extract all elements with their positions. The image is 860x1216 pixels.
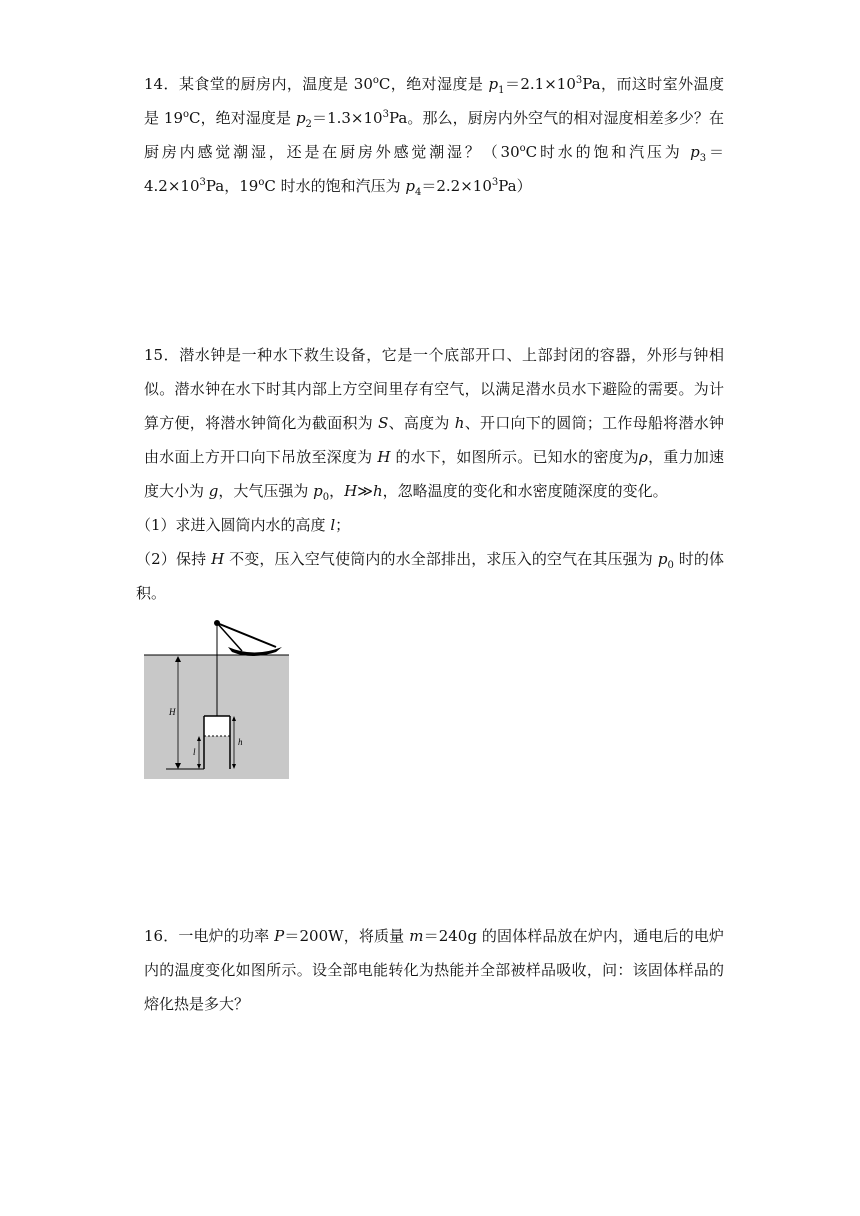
dimension-l-label: l	[193, 747, 196, 757]
diving-bell-figure	[144, 614, 289, 779]
dimension-h-label: h	[238, 737, 243, 747]
question-14-text: 14．某食堂的厨房内，温度是 30$^o$C，绝对湿度是 $p_1=2.1\times 10^3Pa$，而这时室外温度是 19$^o$C，绝对湿度是 $p_2=1.3\times 10^3Pa$。那么，厨房内外空气的相对湿度相差多少？在厨房内感觉潮湿，还是在厨房外感觉潮湿？（30$^o$C时水的饱和汽压为 $p_3=4.2\times 10^3Pa$，19$^o$C 时水的饱和汽压为 $p_4=2.2\times 10^3Pa$）	[144, 75, 724, 198]
crane-arm	[217, 623, 276, 647]
question-15-part-1: （1）求进入圆筒内水的高度 l；	[136, 516, 351, 534]
question-number: 14．	[144, 75, 179, 93]
question-16-text: 16．一电炉的功率 P＝200W，将质量 m＝240g 的固体样品放在炉内，通电后的电炉内的温度变化如图所示。设全部电能转化为热能并全部被样品吸收，问：该固体样品的熔化热是多大？	[144, 927, 724, 1013]
question-16	[144, 919, 724, 1021]
dimension-H-label: H	[169, 707, 176, 717]
question-number: 16．	[144, 927, 179, 945]
question-14	[144, 67, 724, 203]
question-15-text: 15．潜水钟是一种水下救生设备，它是一个底部开口、上部封闭的容器，外形与钟相似。潜水钟在水下时其内部上方空间里存有空气，以满足潜水员水下避险的需要。为计算方便，将潜水钟简化为截面积为 S、高度为 h、开口向下的圆筒；工作母船将潜水钟由水面上方开口向下吊放至深度为 H 的水下，如图所示。已知水的密度为ρ，重力加速度大小为 g，大气压强为 $p_0$，H≫h，忽略温度的变化和水密度随深度的变化。	[144, 346, 724, 503]
question-15	[136, 338, 724, 610]
question-15-part-2: （2）保持 H 不变，压入空气使筒内的水全部排出，求压入的空气在其压强为 $p_0$ 时的体积。	[136, 550, 724, 602]
question-number: 15．	[144, 346, 180, 364]
bell-air-space	[204, 716, 230, 736]
